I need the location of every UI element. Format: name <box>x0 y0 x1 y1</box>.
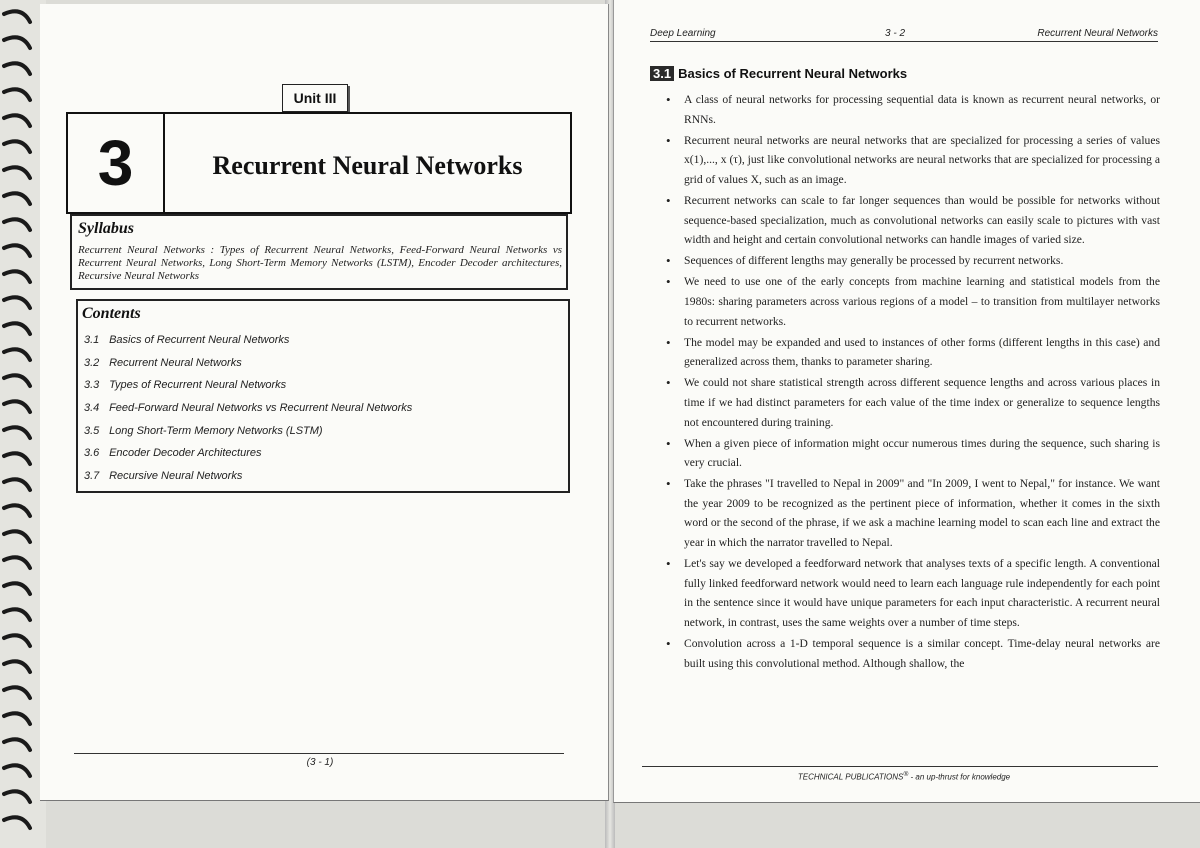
bullet-item: • Recurrent networks can scale to far longer sequences than would be possible for networks without sequence-based specialization, much as convolutional networks can easily scale to pictures with vast width and height and certain convolutional networks can handle images of varied size. <box>652 191 1160 250</box>
syllabus-text: Recurrent Neural Networks : Types of Recurrent Neural Networks, Feed-Forward Neural Networks vs Recurrent Neural Networks, Long Short-Term Memory Networks (LSTM), Encoder Decoder architectures, Recursive Neural Networks <box>78 244 562 282</box>
section-title: Basics of Recurrent Neural Networks <box>678 66 908 81</box>
contents-item[interactable]: 3.4 Feed-Forward Neural Networks vs Recurrent Neural Networks <box>84 402 413 415</box>
contents-item[interactable]: 3.7 Recursive Neural Networks <box>84 470 243 483</box>
header-page-number: 3 - 2 <box>885 28 906 39</box>
bullet-item: • We need to use one of the early concepts from machine learning and statistical models from the 1980s: sharing parameters across various regions of a model – to transition from multilayer networks to recurrent networks. <box>652 272 1160 331</box>
section-number: 3.1 <box>650 66 674 81</box>
running-header <box>650 28 1158 42</box>
bullet-item: • When a given piece of information might occur numerous times during the sequence, such sharing is very crucial. <box>652 434 1160 473</box>
contents-heading: Contents <box>82 305 141 322</box>
contents-item[interactable]: 3.1 Basics of Recurrent Neural Networks <box>84 334 290 346</box>
header-chapter-title: Recurrent Neural Networks <box>1037 28 1158 39</box>
contents-item[interactable]: 3.5 Long Short-Term Memory Networks (LSTM) <box>84 424 323 437</box>
chapter-title: Recurrent Neural Networks <box>212 151 523 180</box>
bullet-item: • Sequences of different lengths may generally be processed by recurrent networks. <box>652 251 1160 271</box>
section-heading <box>650 66 907 81</box>
bullet-item: • Recurrent neural networks are neural networks that are specialized for processing a series of values x(1),..., x (τ), just like convolutional networks are neural networks that are specialized for processing a grid of values X, such as an image. <box>652 131 1160 190</box>
publisher-name: TECHNICAL PUBLICATIONS <box>797 772 904 782</box>
unit-label: Unit III <box>282 84 348 112</box>
contents-item[interactable]: 3.3 Types of Recurrent Neural Networks <box>84 379 287 392</box>
syllabus-box <box>70 214 568 290</box>
syllabus-heading: Syllabus <box>78 220 135 237</box>
publisher-footer <box>650 771 1158 782</box>
left-page <box>40 4 609 801</box>
bullet-item: • A class of neural networks for processing sequential data is known as recurrent neural networks, or RNNs. <box>652 90 1160 129</box>
footer-rule <box>74 753 564 754</box>
contents-item[interactable]: 3.2 Recurrent Neural Networks <box>84 356 242 369</box>
contents-box <box>76 299 570 493</box>
bullet-item: • Convolution across a 1-D temporal sequence is a similar concept. Time-delay neural networks are built using this convolutional method. Although shallow, the <box>652 634 1160 673</box>
publisher-tagline: - an up-thrust for knowledge <box>908 772 1011 782</box>
chapter-number: 3 <box>68 114 165 212</box>
registered-mark: ® <box>903 771 909 778</box>
right-page <box>613 0 1200 803</box>
header-rule <box>650 41 1158 42</box>
page-number: (3 - 1) <box>306 757 334 768</box>
chapter-banner <box>66 112 572 214</box>
contents-item[interactable]: 3.6 Encoder Decoder Architectures <box>84 447 262 460</box>
bullet-item: • The model may be expanded and used to instances of other forms (different lengths in this case) and generalized across them, thanks to parameter sharing. <box>652 333 1160 372</box>
footer-rule <box>642 766 1158 767</box>
bullet-item: • Take the phrases "I travelled to Nepal in 2009" and "In 2009, I went to Nepal," for instance. We want the year 2009 to be recognized as the pertinent piece of information, whether it comes in the sixth word or the second of the phrase, if we ask a machine learning model to scan each line and extract the year in which the narrator travelled to Nepal. <box>652 474 1160 552</box>
contents-list <box>84 333 412 492</box>
bullet-list <box>652 90 1160 675</box>
bullet-item: • We could not share statistical strength across different sequence lengths and across various places in time if we had distinct parameters for each value of the time index or generalize to sequence lengths not encountered during training. <box>652 373 1160 432</box>
header-book-title: Deep Learning <box>650 28 716 39</box>
bullet-item: • Let's say we developed a feedforward network that analyses texts of a specific length. A conventional fully linked feedforward network would need to learn each language rule independently for each point in the sentence since it would have unique parameters for each input characteristic. A recurrent neural network, in contrast, uses the same weights over a number of time steps. <box>652 554 1160 632</box>
